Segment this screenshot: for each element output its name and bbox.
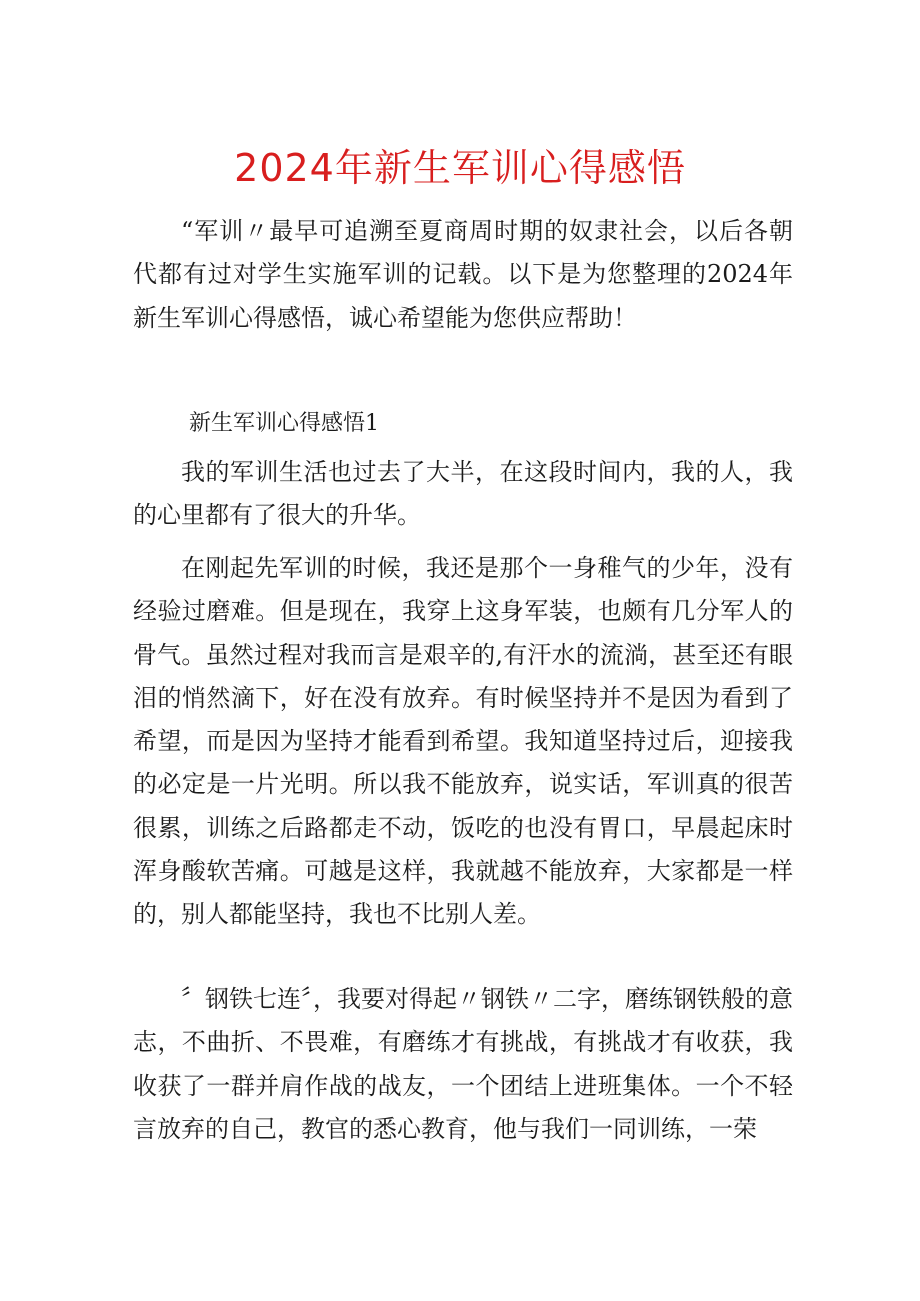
section-heading: 新生军训心得感悟1	[189, 411, 379, 436]
intro-paragraph	[133, 210, 793, 340]
body-paragraph	[133, 978, 793, 1151]
body-paragraph	[133, 547, 793, 937]
body-paragraph	[133, 451, 793, 538]
paragraph-text: 我的军训生活也过去了大半，在这段时间内，我的人，我的心里都有了很大的升华。	[133, 458, 793, 530]
intro-text: “军训〃最早可追溯至夏商周时期的奴隶社会，以后各朝代都有过对学生实施军训的记载。以下是为您整理的2024年新生军训心得感悟，诚心希望能为您供应帮助！	[133, 217, 793, 332]
document-title: 2024年新生军训心得感悟	[234, 146, 686, 190]
paragraph-text: 〞钢铁七连〞，我要对得起〃钢铁〃二字，磨练钢铁般的意志，不曲折、不畏难，有磨练才有挑战，有挑战才有收获，我收获了一群并肩作战的战友，一个团结上进班集体。一个不轻言放弃的自己，教官的悉心教育，他与我们一同训练，一荣	[133, 985, 793, 1143]
paragraph-text: 在刚起先军训的时候，我还是那个一身稚气的少年，没有经验过磨难。但是现在，我穿上这身军装，也颇有几分军人的骨气。虽然过程对我而言是艰辛的,有汗水的流淌，甚至还有眼泪的悄然滴下，好在没有放弃。有时候坚持并不是因为看到了希望，而是因为坚持才能看到希望。我知道坚持过后，迎接我的必定是一片光明。所以我不能放弃，说实话，军训真的很苦很累，训练之后路都走不动，饭吃的也没有胃口，早晨起床时浑身酸软苦痛。可越是这样，我就越不能放弃，大家都是一样的，别人都能坚持，我也不比别人差。	[133, 554, 793, 929]
